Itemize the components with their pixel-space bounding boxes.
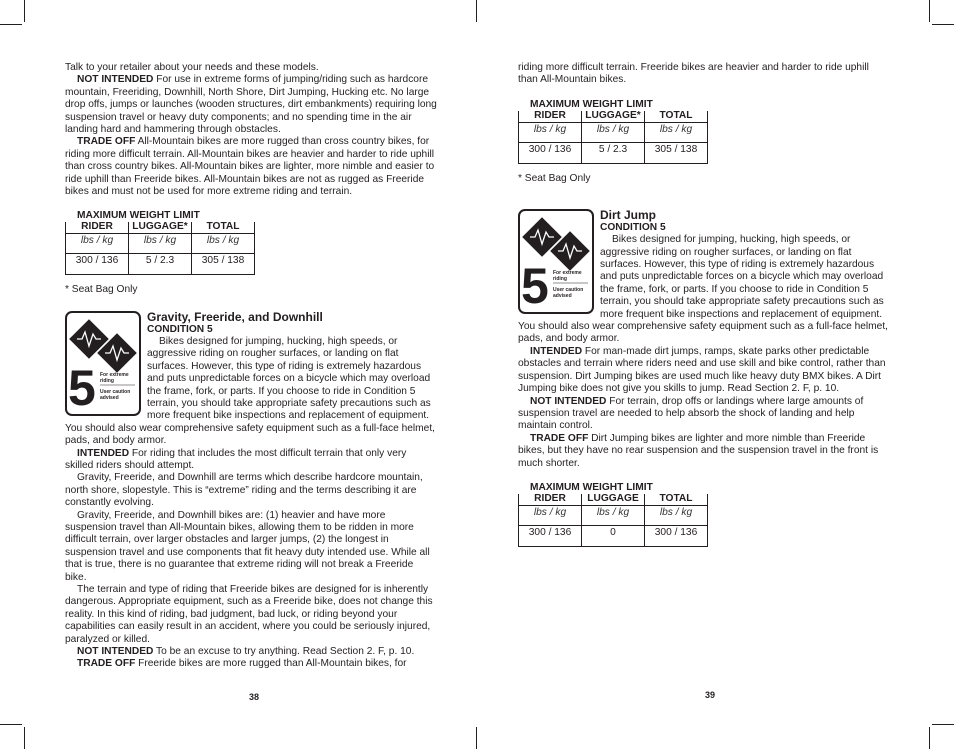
table-header: TOTAL [645, 111, 708, 123]
table-header: LUGGAGE* [129, 222, 192, 234]
table-header: RIDER [519, 111, 582, 123]
right-weight-table-2 [518, 494, 708, 547]
table-cell: lbs / kg [645, 122, 708, 142]
left-weight-table [65, 222, 255, 275]
left-intended: INTENDED For riding that includes the most difficult terrain that only very skilled riders should attempt. [65, 447, 407, 471]
condition-badge [65, 311, 141, 416]
left-p4: The terrain and type of riding that Freeride bikes are designed for is inherently dangerous. Appropriate equipment, such as a Freeride bike, does not change this reality. In this kind of riding, bad judgment, bad luck, or riding beyond your capabilities can easily result in an accident, where you could be seriously injured, paralyzed or killed. [65, 584, 433, 645]
left-condition: CONDITION 5 [147, 323, 213, 335]
left-p3: Gravity, Freeride, and Downhill bikes are: (1) heavier and have more suspension travel than All-Mountain bikes, allowing them to be ridden in more difficult terrain, over larger obstacles and larger jumps, (2) the longest in suspension travel and use components that fit heavy duty intended use. While all that is true, there is no guarantee that extreme riding will not break a Freeride bike. [65, 509, 430, 583]
page-number-right: 39 [705, 690, 716, 700]
condition-5-badge [518, 209, 594, 314]
table-cell: 300 / 136 [66, 254, 129, 275]
right-trade-off: TRADE OFF Dirt Jumping bikes are lighter and more nimble than Freeride bikes, but they have no rear suspension and the suspension travel in the front is much shorter. [518, 432, 879, 469]
table-cell: lbs / kg [582, 505, 645, 525]
svg-text:advised: advised [100, 394, 119, 401]
table-cell: 300 / 136 [519, 525, 582, 546]
diamond-heartbeat-icon [67, 313, 139, 414]
left-trade-off-2: TRADE OFF Freeride bikes are more rugged than All-Mountain bikes, for [77, 658, 407, 670]
table-header-row [519, 111, 708, 123]
condition-badge [518, 209, 594, 314]
crop-mark [932, 724, 954, 725]
table-cell: 305 / 138 [645, 142, 708, 163]
svg-text:User caution: User caution [100, 388, 131, 395]
crop-mark [476, 727, 477, 749]
right-page-column [518, 62, 890, 547]
left-not-intended: NOT INTENDED For use in extreme forms of jumping/riding such as hardcore mountain, Freeriding, Downhill, North Shore, Dirt Jumping, Hucking etc. No large drop offs, jumps or launches (wooden structures, dirt embankments) requiring long suspension travel or heavy duty components; and no spending time in the air landing hard and hammering through obstacles. [65, 74, 437, 136]
table-header: RIDER [519, 494, 582, 506]
table-cell: lbs / kg [519, 122, 582, 142]
table-cell: 0 [582, 525, 645, 546]
right-intro: riding more difficult terrain. Freeride bikes are heavier and harder to ride uphill than All-Mountain bikes. [518, 62, 869, 86]
table-header-row [66, 222, 255, 234]
left-trade-off: TRADE OFF All-Mountain bikes are more rugged than cross country bikes, for riding more difficult terrain. All-Mountain bikes are heavier and harder to ride uphill than cross country bikes. All-Mountain bikes are lighter, more nimble and easier to ride uphill than Freeride bikes. All-Mountain bikes are not as rugged as Freeride bikes and must not be used for more extreme riding and terrain. [65, 136, 435, 198]
crop-mark [929, 727, 930, 749]
right-not-intended: NOT INTENDED For terrain, drop offs or landings where large amounts of suspension travel are needed to help absorb the shock of landing and help maintain control. [518, 395, 864, 432]
table-cell: 300 / 136 [645, 525, 708, 546]
table-header: RIDER [66, 222, 129, 234]
table-row [66, 254, 255, 275]
diamond-heartbeat-icon [520, 211, 592, 312]
right-weight-title: MAXIMUM WEIGHT LIMIT [530, 98, 653, 110]
left-p1: Bikes designed for jumping, hucking, high speeds, or aggressive riding on rougher surfaces, or landing on flat surfaces. However, this type of riding is extremely hazardous and puts unpredictable forces on a bicycle which may overload the frame, fork, or parts. If you choose to ride in Condition 5 terrain, you should take appropriate safety precautions such as more frequent bike inspections and replacement of equipment. You should also wear comprehensive safety equipment such as a full-face helmet, pads, and body armor. [65, 335, 435, 447]
table-header: LUGGAGE [582, 494, 645, 506]
table-cell: 5 / 2.3 [582, 142, 645, 163]
table-row [519, 505, 708, 525]
table-cell: 300 / 136 [519, 142, 582, 163]
left-weight-title: MAXIMUM WEIGHT LIMIT [77, 210, 200, 222]
right-section-title: Dirt Jump [600, 208, 657, 223]
crop-mark [929, 0, 930, 22]
condition-5-badge [65, 311, 141, 416]
table-cell: lbs / kg [192, 234, 255, 254]
table-row [519, 142, 708, 163]
crop-mark [476, 0, 477, 22]
right-condition: CONDITION 5 [600, 222, 666, 234]
svg-text:For extreme: For extreme [553, 270, 582, 277]
crop-mark [0, 24, 22, 25]
left-p2: Gravity, Freeride, and Downhill are terms which describe hardcore mountain, north shore, slopestyle. This is “extreme” riding and the terms describing it are constantly evolving. [65, 472, 423, 509]
table-header: TOTAL [645, 494, 708, 506]
right-intended: INTENDED For man-made dirt jumps, ramps, skate parks other predictable obstacles and terrain where riders need and use skill and bike control, rather than suspension. Dirt Jumping bikes are used much like heavy duty BMX bikes. A Dirt Jumping bike does not give you skills to jump. Read Section 2. F, p. 10. [518, 345, 886, 395]
table-cell: lbs / kg [519, 505, 582, 525]
table-cell: lbs / kg [582, 122, 645, 142]
left-section-title: Gravity, Freeride, and Downhill [147, 309, 323, 324]
svg-text:riding: riding [100, 377, 114, 384]
table-row [519, 122, 708, 142]
table-row [66, 234, 255, 254]
table-header: TOTAL [192, 222, 255, 234]
right-footnote: * Seat Bag Only [518, 172, 591, 184]
table-row [519, 525, 708, 546]
crop-mark [24, 0, 25, 22]
left-intro: Talk to your retailer about your needs and these models. [65, 62, 319, 73]
table-cell: lbs / kg [66, 234, 129, 254]
badge-number: 5 [521, 258, 549, 313]
svg-text:For extreme: For extreme [100, 371, 129, 378]
table-header-row [519, 494, 708, 506]
svg-text:User caution: User caution [553, 287, 584, 294]
table-cell: 305 / 138 [192, 254, 255, 275]
table-cell: 5 / 2.3 [129, 254, 192, 275]
left-footnote: * Seat Bag Only [65, 284, 138, 296]
table-cell: lbs / kg [129, 234, 192, 254]
left-not-intended-2: NOT INTENDED To be an excuse to try anything. Read Section 2. F, p. 10. [77, 646, 415, 658]
svg-text:riding: riding [553, 276, 567, 283]
right-weight-title-2: MAXIMUM WEIGHT LIMIT [530, 481, 653, 493]
svg-text:advised: advised [553, 293, 572, 300]
crop-mark [932, 24, 954, 25]
page-number-left: 38 [249, 692, 260, 702]
badge-number: 5 [68, 359, 96, 414]
crop-mark [24, 727, 25, 749]
right-p1: Bikes designed for jumping, hucking, high speeds, or aggressive riding on rougher surfaces, or landing on flat surfaces. However, this type of riding is extremely hazardous and puts unpredictable forces on a bicycle which may overload the frame, fork, or parts. If you choose to ride in Condition 5 terrain, you should take appropriate safety precautions such as more frequent bike inspections and replacement of equipment. You should also wear comprehensive safety equipment such as a full-face helmet, pads, and body armor. [518, 234, 888, 345]
left-page-column [65, 62, 437, 671]
table-header: LUGGAGE* [582, 111, 645, 123]
crop-mark [0, 724, 22, 725]
table-cell: lbs / kg [645, 505, 708, 525]
right-weight-table [518, 111, 708, 164]
